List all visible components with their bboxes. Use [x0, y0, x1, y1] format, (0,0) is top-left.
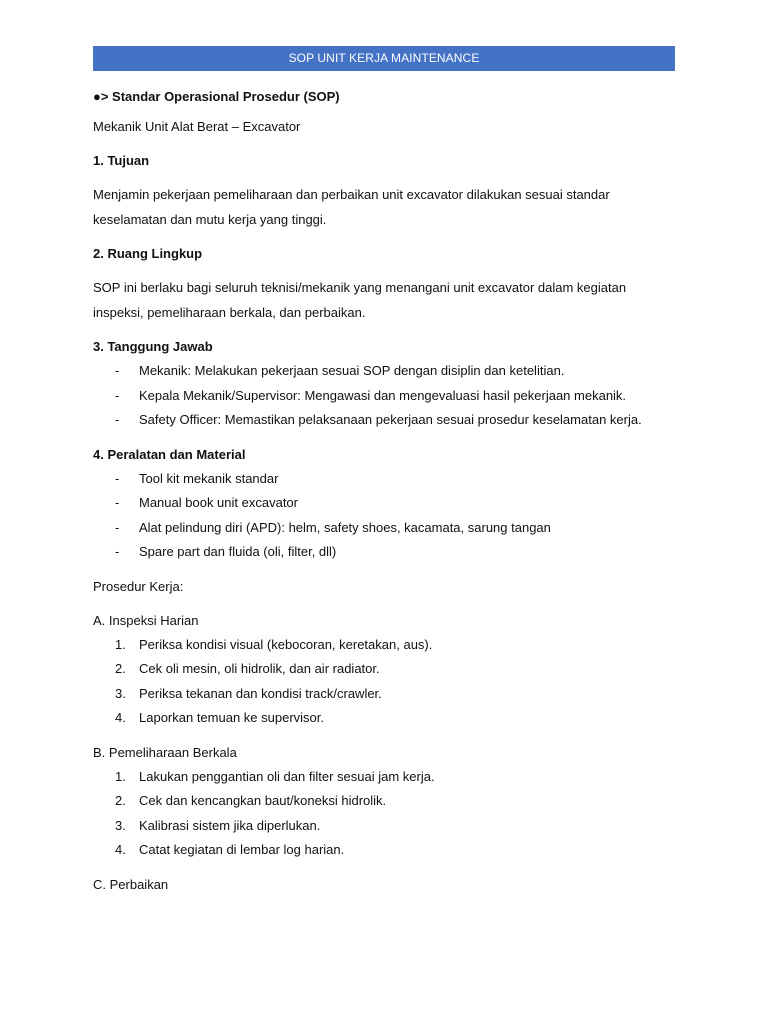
tanggung-jawab-list	[93, 359, 675, 433]
list-number: 2.	[115, 793, 126, 808]
list-item-text: Alat pelindung diri (APD): helm, safety shoes, kacamata, sarung tangan	[139, 519, 551, 535]
prosedur-kerja-label: Prosedur Kerja:	[93, 578, 184, 594]
list-item	[93, 765, 675, 790]
list-number: 4.	[115, 710, 126, 725]
list-item-text: Safety Officer: Memastikan pelaksanaan pekerjaan sesuai prosedur keselamatan kerja.	[139, 412, 642, 427]
list-number: 3.	[115, 817, 126, 833]
document-title-bar: SOP UNIT KERJA MAINTENANCE	[93, 46, 675, 71]
dash-bullet: -	[115, 387, 120, 403]
dash-bullet: -	[115, 495, 120, 510]
list-item-text: Cek dan kencangkan baut/koneksi hidrolik.	[139, 793, 387, 808]
list-item-text: Periksa tekanan dan kondisi track/crawler.	[139, 685, 382, 701]
list-number: 1.	[115, 768, 126, 784]
list-item	[93, 467, 675, 492]
list-item-text: Lakukan penggantian oli dan filter sesuai jam kerja.	[139, 768, 435, 784]
list-item	[93, 408, 675, 433]
list-item-text: Catat kegiatan di lembar log harian.	[139, 842, 345, 857]
list-item	[93, 682, 675, 707]
list-item	[93, 838, 675, 863]
pemeliharaan-heading: B. Pemeliharaan Berkala	[93, 744, 237, 760]
list-item	[93, 706, 675, 731]
dash-bullet: -	[115, 519, 120, 535]
inspeksi-list	[93, 633, 675, 731]
peralatan-list	[93, 467, 675, 565]
perbaikan-heading: C. Perbaikan	[93, 876, 169, 892]
list-number: 3.	[115, 685, 126, 701]
section-ruang-lingkup-text: SOP ini berlaku bagi seluruh teknisi/mekanik yang menangani unit excavator dalam kegiatan inspeksi, pemeliharaan berkala, dan perbaikan.	[93, 280, 627, 320]
list-item-text: Mekanik: Melakukan pekerjaan sesuai SOP dengan disiplin dan ketelitian.	[139, 363, 565, 378]
document-subtitle: Mekanik Unit Alat Berat – Excavator	[93, 119, 301, 134]
sop-heading: ●> Standar Operasional Prosedur (SOP)	[93, 89, 340, 104]
list-item-text: Laporkan temuan ke supervisor.	[139, 710, 324, 725]
list-item-text: Kepala Mekanik/Supervisor: Mengawasi dan mengevaluasi hasil pekerjaan mekanik.	[139, 387, 627, 403]
dash-bullet: -	[115, 470, 120, 486]
inspeksi-heading: A. Inspeksi Harian	[93, 612, 199, 628]
list-item-text: Spare part dan fluida (oli, filter, dll)	[139, 544, 337, 559]
section-ruang-lingkup-heading: 2. Ruang Lingkup	[93, 246, 203, 261]
list-number: 1.	[115, 636, 126, 652]
list-item	[93, 540, 675, 565]
list-item	[93, 359, 675, 384]
list-item-text: Tool kit mekanik standar	[139, 470, 279, 486]
list-item	[93, 384, 675, 409]
document-page	[93, 46, 675, 897]
section-tujuan-heading: 1. Tujuan	[93, 153, 150, 168]
list-item-text: Kalibrasi sistem jika diperlukan.	[139, 817, 321, 833]
list-number: 2.	[115, 661, 126, 676]
section-peralatan-heading: 4. Peralatan dan Material	[93, 446, 246, 462]
list-item	[93, 633, 675, 658]
list-item	[93, 789, 675, 814]
dash-bullet: -	[115, 544, 120, 559]
list-item	[93, 657, 675, 682]
dash-bullet: -	[115, 363, 120, 378]
list-item-text: Manual book unit excavator	[139, 495, 298, 510]
dash-bullet: -	[115, 412, 120, 427]
list-item	[93, 491, 675, 516]
pemeliharaan-list	[93, 765, 675, 863]
list-item-text: Cek oli mesin, oli hidrolik, dan air radiator.	[139, 661, 380, 676]
list-item	[93, 814, 675, 839]
section-tujuan-text: Menjamin pekerjaan pemeliharaan dan perbaikan unit excavator dilakukan sesuai standar keselamatan dan mutu kerja yang tinggi.	[93, 187, 610, 227]
list-item	[93, 516, 675, 541]
list-number: 4.	[115, 842, 126, 857]
list-item-text: Periksa kondisi visual (kebocoran, keretakan, aus).	[139, 636, 433, 652]
section-tanggung-jawab-heading: 3. Tanggung Jawab	[93, 339, 213, 354]
